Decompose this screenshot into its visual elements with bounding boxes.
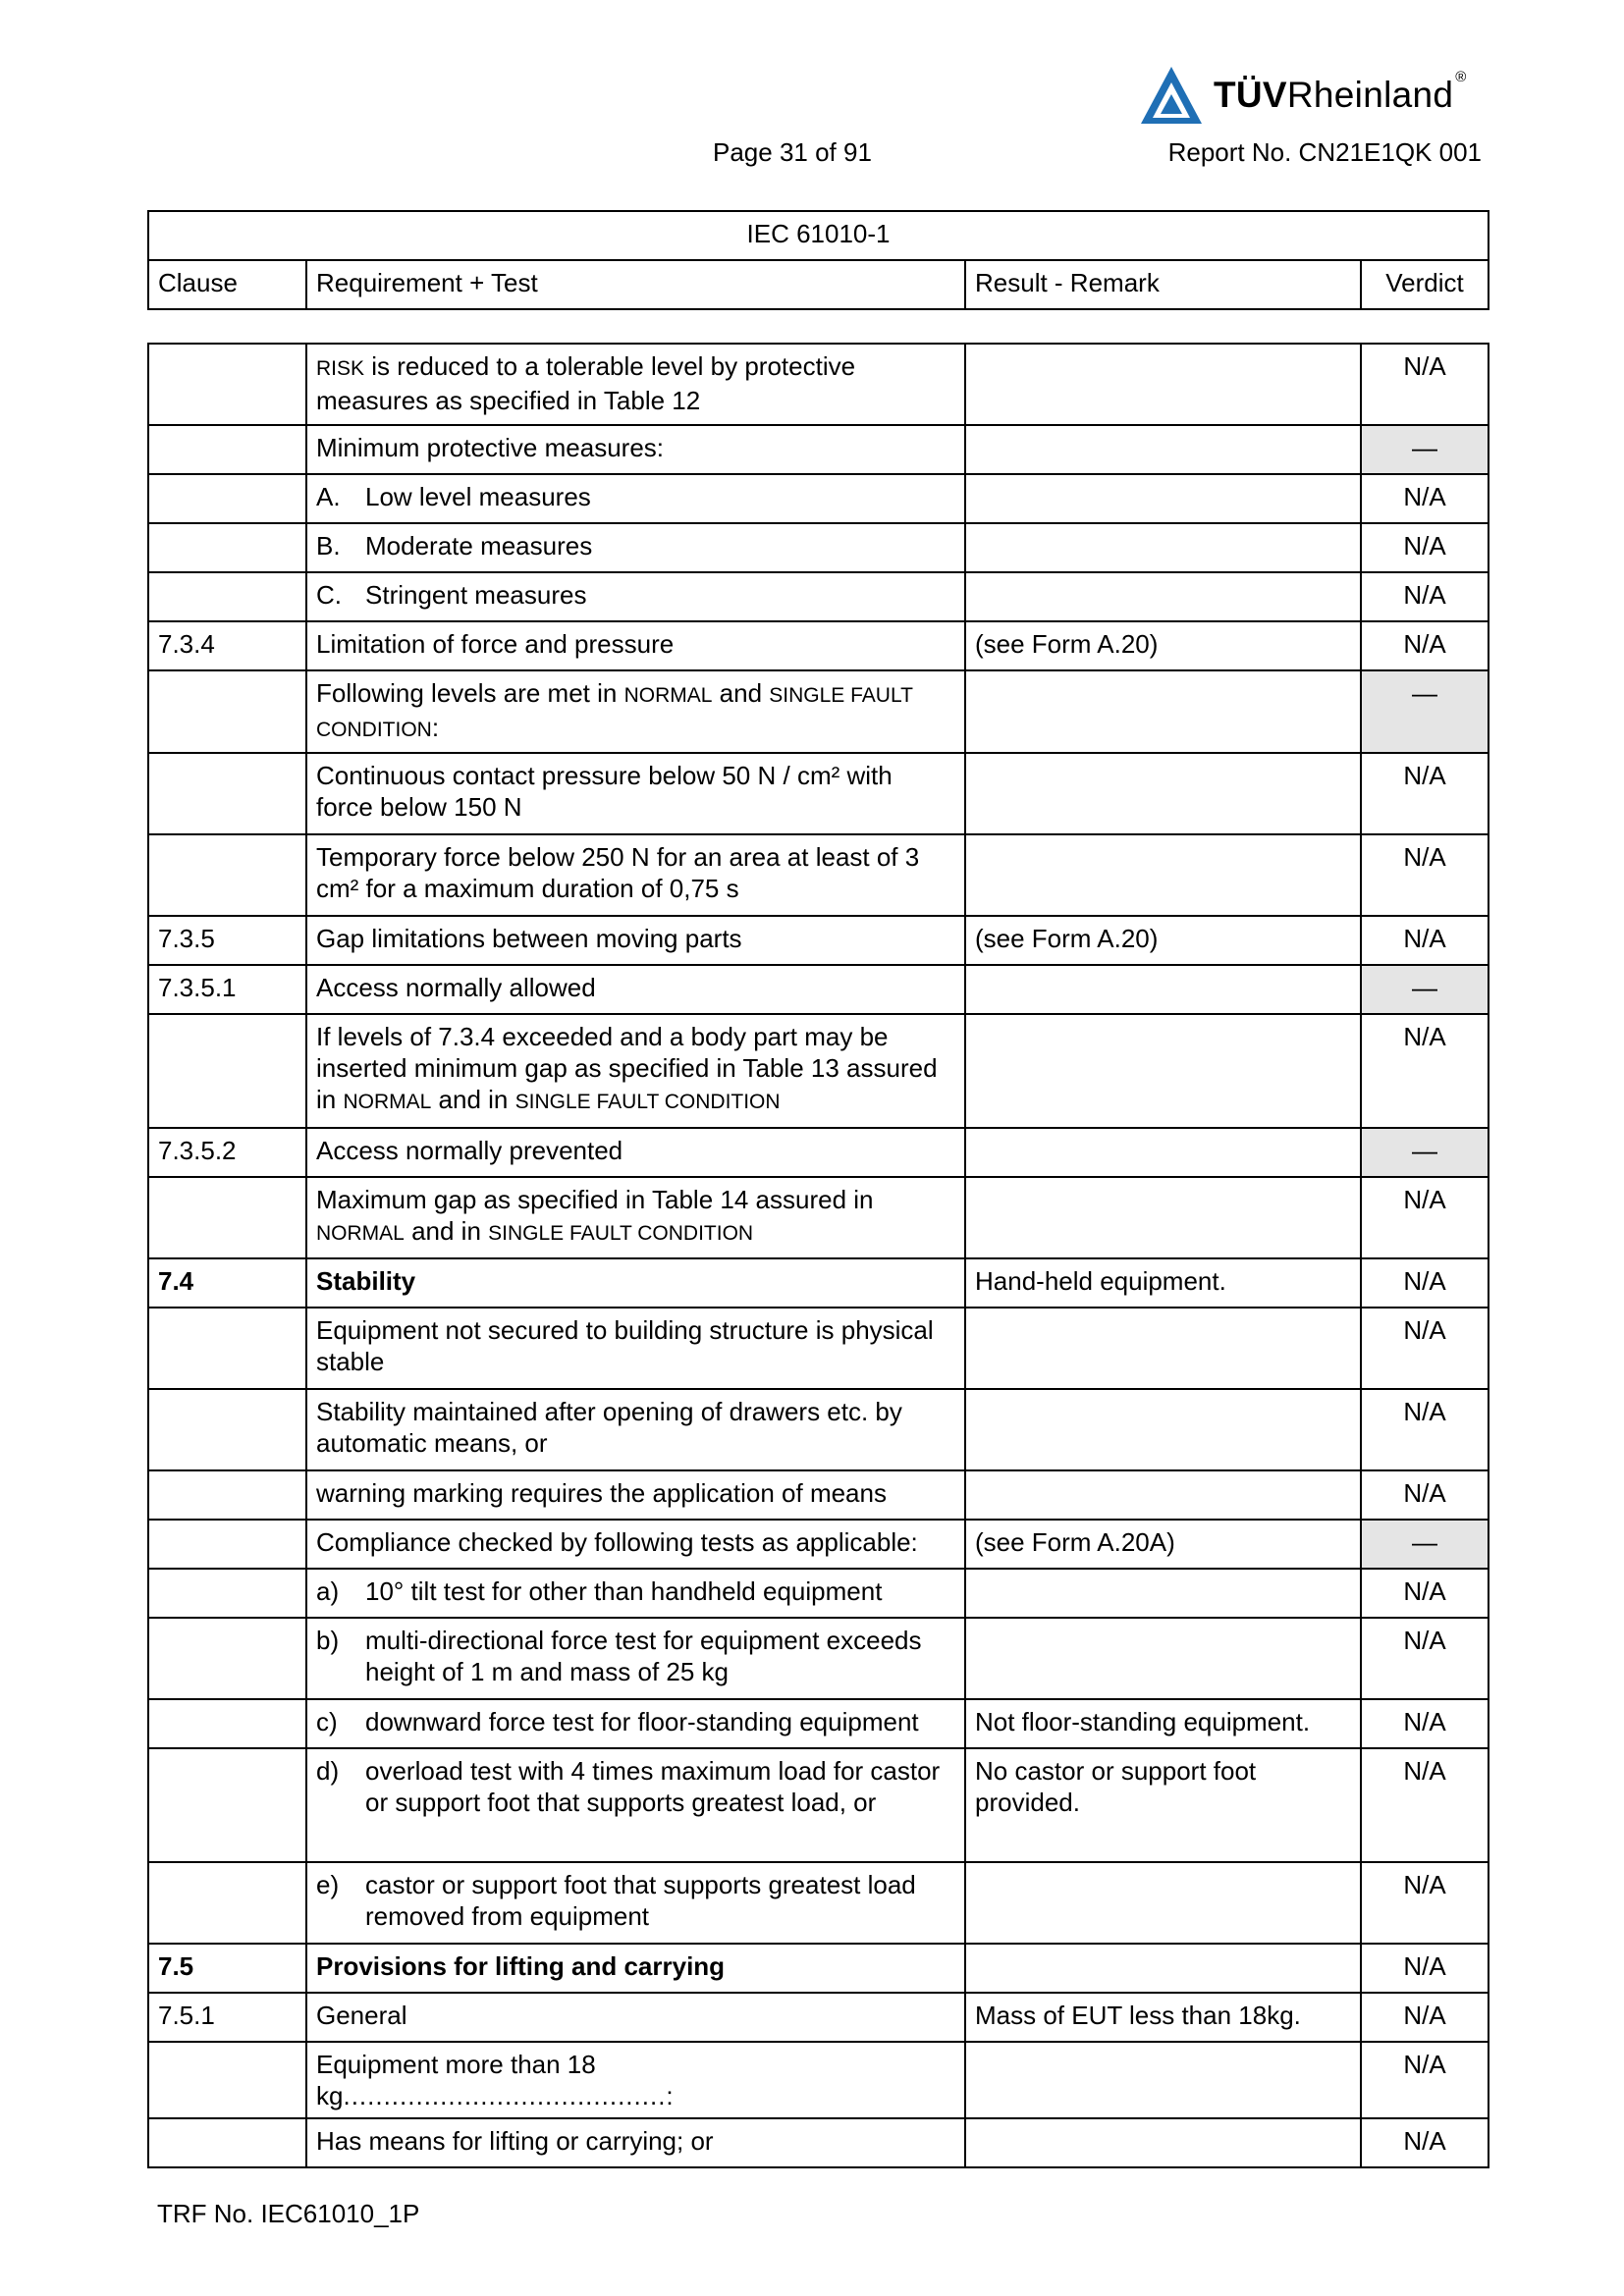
table-row bbox=[148, 1177, 1489, 1258]
clause-cell: 7.3.5.2 bbox=[148, 1128, 306, 1177]
verdict-cell: N/A bbox=[1361, 1618, 1489, 1699]
result-cell bbox=[965, 1014, 1361, 1128]
table-row bbox=[148, 670, 1489, 753]
clause-cell bbox=[148, 2042, 306, 2118]
standard-title: IEC 61010-1 bbox=[148, 211, 1489, 260]
requirement-cell: Temporary force below 250 N for an area at least of 3 cm² for a maximum duration of 0,75 s bbox=[306, 834, 965, 916]
table-row bbox=[148, 523, 1489, 572]
result-cell bbox=[965, 1128, 1361, 1177]
table-row bbox=[148, 2042, 1489, 2118]
verdict-cell: N/A bbox=[1361, 1470, 1489, 1520]
requirement-cell: General bbox=[306, 1993, 965, 2042]
verdict-cell: N/A bbox=[1361, 1993, 1489, 2042]
clause-cell bbox=[148, 1470, 306, 1520]
result-cell: (see Form A.20A) bbox=[965, 1520, 1361, 1569]
requirement-cell: A. Low level measures bbox=[306, 474, 965, 523]
clause-cell bbox=[148, 1389, 306, 1470]
requirement-cell: RISK is reduced to a tolerable level by protective measures as specified in Table 12 bbox=[306, 344, 965, 425]
table-row bbox=[148, 1389, 1489, 1470]
clause-cell: 7.5.1 bbox=[148, 1993, 306, 2042]
table-row bbox=[148, 1308, 1489, 1389]
requirement-cell: Access normally allowed bbox=[306, 965, 965, 1014]
result-cell bbox=[965, 344, 1361, 425]
result-cell bbox=[965, 425, 1361, 474]
verdict-cell: N/A bbox=[1361, 2042, 1489, 2118]
result-cell bbox=[965, 2042, 1361, 2118]
requirement-cell: Limitation of force and pressure bbox=[306, 621, 965, 670]
requirement-cell: Equipment not secured to building structure is physical stable bbox=[306, 1308, 965, 1389]
result-cell: (see Form A.20) bbox=[965, 621, 1361, 670]
requirement-cell: Stability maintained after opening of drawers etc. by automatic means, or bbox=[306, 1389, 965, 1470]
result-cell: Hand-held equipment. bbox=[965, 1258, 1361, 1308]
verdict-cell: N/A bbox=[1361, 2118, 1489, 2167]
result-cell bbox=[965, 1389, 1361, 1470]
table-row bbox=[148, 1944, 1489, 1993]
requirement-cell: d) overload test with 4 times maximum load for castor or support foot that supports greatest load, or bbox=[306, 1748, 965, 1862]
table-row bbox=[148, 753, 1489, 834]
clause-cell: 7.5 bbox=[148, 1944, 306, 1993]
requirement-cell: Gap limitations between moving parts bbox=[306, 916, 965, 965]
clause-cell bbox=[148, 1520, 306, 1569]
verdict-cell: N/A bbox=[1361, 1944, 1489, 1993]
table-row bbox=[148, 1699, 1489, 1748]
col-verdict-header: Verdict bbox=[1361, 260, 1489, 309]
clause-cell bbox=[148, 1308, 306, 1389]
table-row bbox=[148, 916, 1489, 965]
clause-cell bbox=[148, 1177, 306, 1258]
table-row bbox=[148, 344, 1489, 425]
verdict-cell: — bbox=[1361, 425, 1489, 474]
result-cell bbox=[965, 1308, 1361, 1389]
table-row bbox=[148, 1258, 1489, 1308]
result-cell bbox=[965, 670, 1361, 753]
result-cell bbox=[965, 474, 1361, 523]
requirement-cell: Has means for lifting or carrying; or bbox=[306, 2118, 965, 2167]
result-cell: No castor or support foot provided. bbox=[965, 1748, 1361, 1862]
result-cell bbox=[965, 753, 1361, 834]
clause-cell bbox=[148, 753, 306, 834]
requirement-cell: Provisions for lifting and carrying bbox=[306, 1944, 965, 1993]
result-cell bbox=[965, 1944, 1361, 1993]
clause-cell: 7.3.5 bbox=[148, 916, 306, 965]
verdict-cell: N/A bbox=[1361, 1389, 1489, 1470]
clause-cell: 7.3.5.1 bbox=[148, 965, 306, 1014]
requirement-cell: Minimum protective measures: bbox=[306, 425, 965, 474]
table-header bbox=[147, 210, 1489, 310]
requirement-cell: Continuous contact pressure below 50 N / cm² with force below 150 N bbox=[306, 753, 965, 834]
result-cell: (see Form A.20) bbox=[965, 916, 1361, 965]
clause-cell bbox=[148, 2118, 306, 2167]
result-cell bbox=[965, 523, 1361, 572]
table-row bbox=[148, 1993, 1489, 2042]
tuv-triangle-icon bbox=[1139, 65, 1204, 126]
clause-cell bbox=[148, 1014, 306, 1128]
result-cell bbox=[965, 1862, 1361, 1944]
requirement-cell: Maximum gap as specified in Table 14 assured in NORMAL and in SINGLE FAULT CONDITION bbox=[306, 1177, 965, 1258]
clause-cell bbox=[148, 834, 306, 916]
clause-cell bbox=[148, 572, 306, 621]
clause-cell bbox=[148, 1618, 306, 1699]
table-row bbox=[148, 965, 1489, 1014]
verdict-cell: N/A bbox=[1361, 621, 1489, 670]
table-row bbox=[148, 474, 1489, 523]
requirement-cell: Following levels are met in NORMAL and SINGLE FAULT CONDITION: bbox=[306, 670, 965, 753]
result-cell: Not floor-standing equipment. bbox=[965, 1699, 1361, 1748]
result-cell bbox=[965, 834, 1361, 916]
verdict-cell: — bbox=[1361, 1520, 1489, 1569]
table-row bbox=[148, 1618, 1489, 1699]
requirements-table bbox=[147, 343, 1489, 2168]
requirement-cell: a) 10° tilt test for other than handheld equipment bbox=[306, 1569, 965, 1618]
requirement-cell: If levels of 7.3.4 exceeded and a body part may be inserted minimum gap as specified in Table 13 assured in NORMAL and in SINGLE FAULT CONDITION bbox=[306, 1014, 965, 1128]
logo-wordmark: TÜVRheinland ® bbox=[1214, 69, 1467, 115]
verdict-cell: N/A bbox=[1361, 1748, 1489, 1862]
col-requirement-header: Requirement + Test bbox=[306, 260, 965, 309]
clause-cell bbox=[148, 523, 306, 572]
verdict-cell: N/A bbox=[1361, 1308, 1489, 1389]
table-row bbox=[148, 1748, 1489, 1862]
clause-cell bbox=[148, 670, 306, 753]
clause-cell bbox=[148, 1569, 306, 1618]
clause-cell bbox=[148, 425, 306, 474]
clause-cell bbox=[148, 1699, 306, 1748]
verdict-cell: N/A bbox=[1361, 572, 1489, 621]
result-cell bbox=[965, 2118, 1361, 2167]
table-row bbox=[148, 1128, 1489, 1177]
table-row bbox=[148, 1862, 1489, 1944]
page-number: Page 31 of 91 bbox=[713, 137, 872, 167]
result-cell bbox=[965, 1470, 1361, 1520]
col-clause-header: Clause bbox=[148, 260, 306, 309]
verdict-cell: N/A bbox=[1361, 753, 1489, 834]
table-row bbox=[148, 834, 1489, 916]
verdict-cell: N/A bbox=[1361, 1014, 1489, 1128]
verdict-cell: N/A bbox=[1361, 523, 1489, 572]
requirement-cell: Compliance checked by following tests as applicable: bbox=[306, 1520, 965, 1569]
result-cell bbox=[965, 1177, 1361, 1258]
verdict-cell: N/A bbox=[1361, 1862, 1489, 1944]
verdict-cell: — bbox=[1361, 670, 1489, 753]
report-number: Report No. CN21E1QK 001 bbox=[1167, 137, 1482, 167]
clause-cell bbox=[148, 344, 306, 425]
verdict-cell: — bbox=[1361, 1128, 1489, 1177]
result-cell bbox=[965, 1569, 1361, 1618]
requirement-cell: warning marking requires the application of means bbox=[306, 1470, 965, 1520]
table-row bbox=[148, 425, 1489, 474]
table-row bbox=[148, 1569, 1489, 1618]
table-row bbox=[148, 1470, 1489, 1520]
verdict-cell: N/A bbox=[1361, 1569, 1489, 1618]
clause-cell bbox=[148, 1862, 306, 1944]
result-cell bbox=[965, 965, 1361, 1014]
verdict-cell: — bbox=[1361, 965, 1489, 1014]
tuv-rheinland-logo bbox=[1139, 61, 1467, 130]
clause-cell bbox=[148, 474, 306, 523]
verdict-cell: N/A bbox=[1361, 916, 1489, 965]
col-result-header: Result - Remark bbox=[965, 260, 1361, 309]
verdict-cell: N/A bbox=[1361, 834, 1489, 916]
result-cell bbox=[965, 572, 1361, 621]
table-row bbox=[148, 1520, 1489, 1569]
requirement-cell: Equipment more than 18 kg........................................: bbox=[306, 2042, 965, 2118]
clause-cell bbox=[148, 1748, 306, 1862]
requirement-cell: c) downward force test for floor-standing equipment bbox=[306, 1699, 965, 1748]
table-row bbox=[148, 621, 1489, 670]
requirement-cell: b) multi-directional force test for equipment exceeds height of 1 m and mass of 25 kg bbox=[306, 1618, 965, 1699]
result-cell: Mass of EUT less than 18kg. bbox=[965, 1993, 1361, 2042]
verdict-cell: N/A bbox=[1361, 1177, 1489, 1258]
requirement-cell: Access normally prevented bbox=[306, 1128, 965, 1177]
requirement-cell: C. Stringent measures bbox=[306, 572, 965, 621]
clause-cell: 7.4 bbox=[148, 1258, 306, 1308]
result-cell bbox=[965, 1618, 1361, 1699]
verdict-cell: N/A bbox=[1361, 474, 1489, 523]
requirement-cell: e) castor or support foot that supports greatest load removed from equipment bbox=[306, 1862, 965, 1944]
verdict-cell: N/A bbox=[1361, 344, 1489, 425]
clause-cell: 7.3.4 bbox=[148, 621, 306, 670]
requirement-cell: Stability bbox=[306, 1258, 965, 1308]
table-row bbox=[148, 2118, 1489, 2167]
verdict-cell: N/A bbox=[1361, 1258, 1489, 1308]
table-row bbox=[148, 1014, 1489, 1128]
trf-number: TRF No. IEC61010_1P bbox=[157, 2199, 420, 2228]
requirement-cell: B. Moderate measures bbox=[306, 523, 965, 572]
verdict-cell: N/A bbox=[1361, 1699, 1489, 1748]
table-row bbox=[148, 572, 1489, 621]
